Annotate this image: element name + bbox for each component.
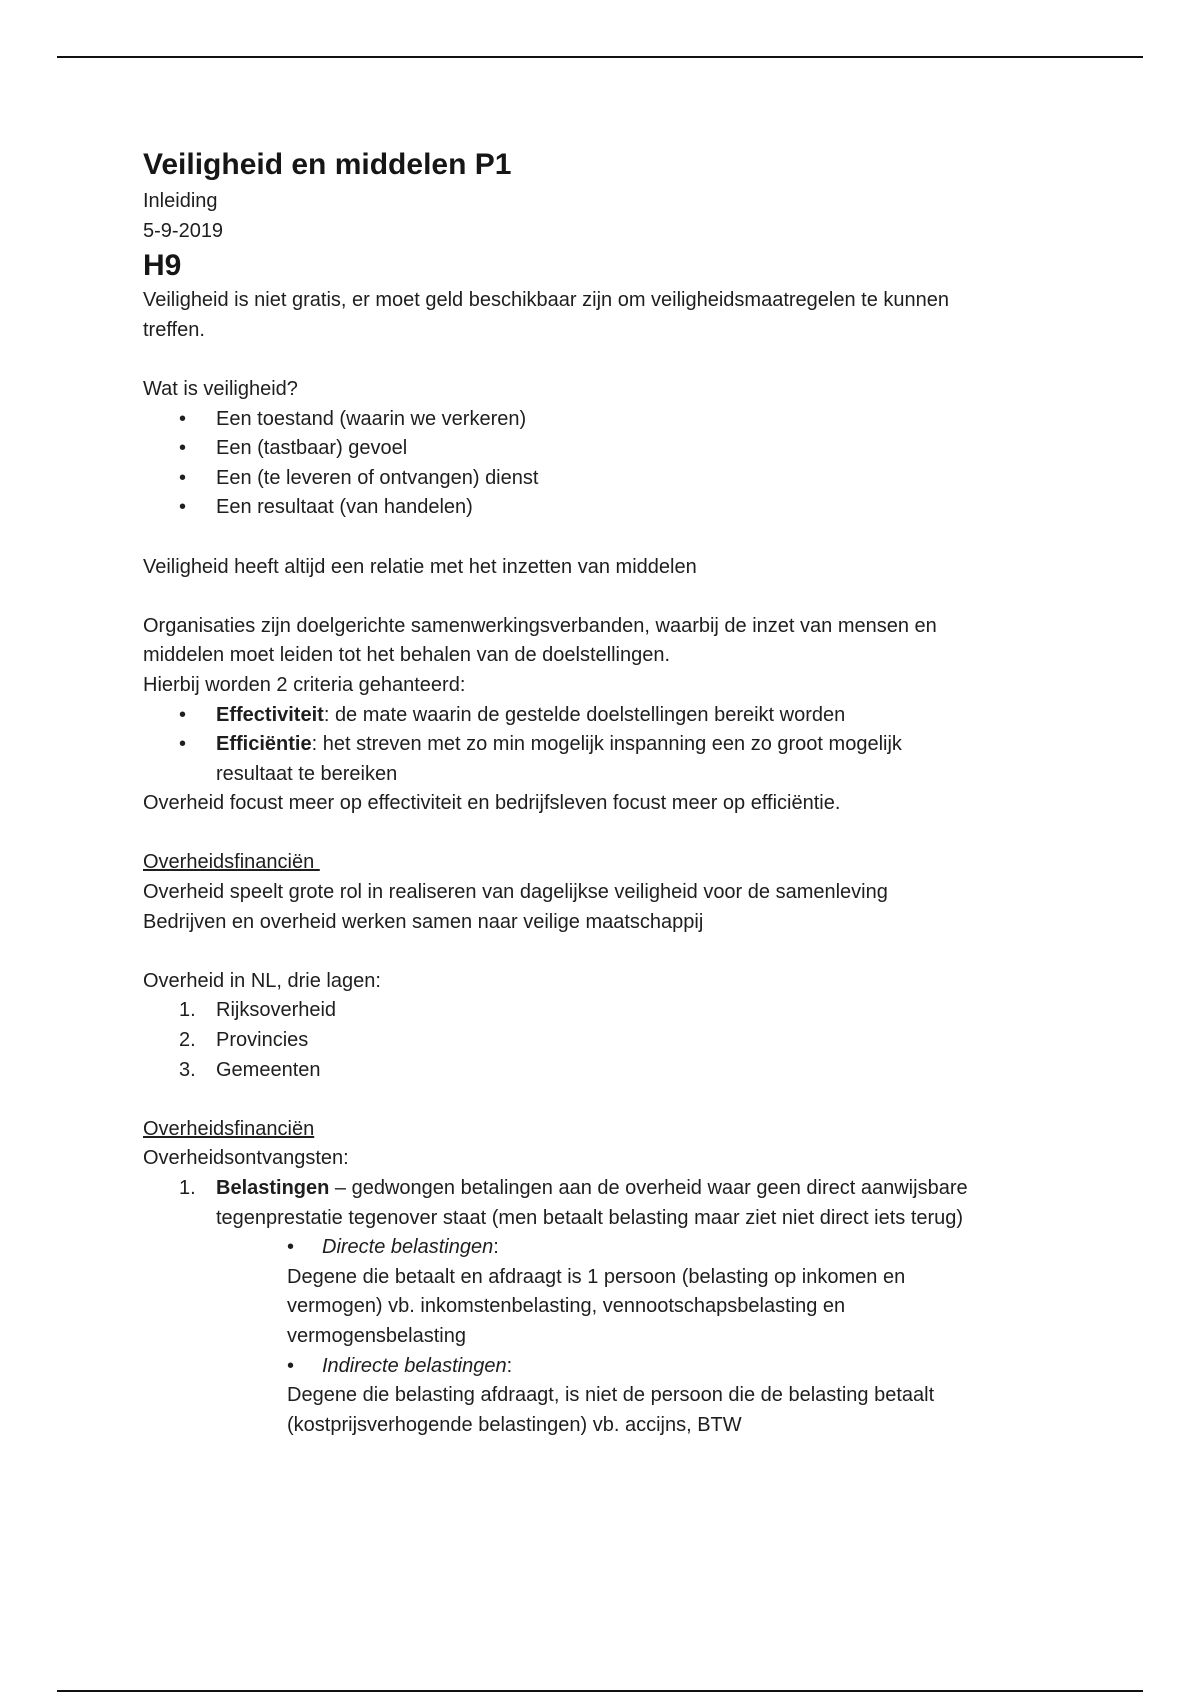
- layers-intro: Overheid in NL, drie lagen:: [143, 969, 381, 992]
- list-item: • Een (te leveren of ontvangen) dienst: [143, 464, 1083, 494]
- subitem-directe-belastingen: • Directe belastingen:: [143, 1233, 1083, 1263]
- section1-line-1: Overheid speelt grote rol in realiseren van dagelijkse veiligheid voor de samenleving: [143, 881, 888, 904]
- top-rule: [57, 56, 1143, 58]
- list-item: • Een toestand (waarin we verkeren): [143, 405, 1083, 435]
- subitem-text: vermogensbelasting: [287, 1324, 466, 1347]
- section1-line-2: Bedrijven en overheid werken samen naar veilige maatschappij: [143, 910, 704, 933]
- relation-line: Veiligheid heeft altijd een relatie met het inzetten van middelen: [143, 555, 697, 578]
- document-date: 5-9-2019: [143, 219, 224, 242]
- list-item: • Een resultaat (van handelen): [143, 493, 1083, 523]
- list-item: 1. Rijksoverheid: [179, 999, 337, 1022]
- intro-line-2: treffen.: [143, 318, 205, 341]
- chapter-heading: H9: [143, 249, 182, 283]
- document-title: Veiligheid en middelen P1: [143, 148, 512, 181]
- intro-line-1: Veiligheid is niet gratis, er moet geld beschikbaar zijn om veiligheidsmaatregelen te kunnen: [143, 289, 950, 312]
- orgs-line-3: Hierbij worden 2 criteria gehanteerd:: [143, 673, 466, 696]
- list-item-effectiviteit: • Effectiviteit: de mate waarin de gestelde doelstellingen bereikt worden: [143, 701, 1083, 731]
- subitem-text: Degene die betaalt en afdraagt is 1 persoon (belasting op inkomen en: [287, 1265, 906, 1288]
- subitem-text: vermogen) vb. inkomstenbelasting, vennootschapsbelasting en: [287, 1295, 846, 1318]
- bullet-icon: [179, 493, 209, 523]
- layers-list: [143, 996, 1083, 1085]
- revenue-list: [143, 1174, 1083, 1233]
- section-heading-1: Overheidsfinanciën: [143, 851, 320, 874]
- bullet-icon: [179, 464, 209, 494]
- bullet-icon: [179, 434, 209, 464]
- section-heading-2: Overheidsfinanciën: [143, 1117, 315, 1140]
- list-item-efficientie: • Efficiëntie: het streven met zo min mogelijk inspanning een zo groot mogelijk resultaat te bereiken: [143, 730, 1083, 789]
- bullet-icon: [179, 701, 209, 731]
- orgs-line-2: middelen moet leiden tot het behalen van de doelstellingen.: [143, 644, 671, 667]
- section2-intro: Overheidsontvangsten:: [143, 1147, 349, 1170]
- bullet-icon: [179, 405, 209, 435]
- list-item: 2. Provincies: [179, 1029, 309, 1052]
- list-item: 3. Gemeenten: [179, 1058, 321, 1081]
- safety-list: [143, 405, 1083, 523]
- subitem-indirecte-belastingen: • Indirecte belastingen:: [143, 1352, 1083, 1382]
- document-body: [143, 143, 1083, 1440]
- bottom-rule: [57, 1690, 1143, 1692]
- focus-line: Overheid focust meer op effectiviteit en bedrijfsleven focust meer op efficiëntie.: [143, 792, 841, 815]
- criteria-list: [143, 701, 1083, 790]
- subitem-text: (kostprijsverhogende belastingen) vb. accijns, BTW: [287, 1413, 742, 1436]
- subtitle: Inleiding: [143, 190, 218, 212]
- question-line: Wat is veiligheid?: [143, 377, 298, 400]
- list-item: • Een (tastbaar) gevoel: [143, 434, 1083, 464]
- list-item-belastingen: 1. Belastingen – gedwongen betalingen aan de overheid waar geen direct aanwijsbare tegenprestatie tegenover staat (men betaalt belasting maar ziet niet direct iets terug): [179, 1177, 968, 1229]
- bullet-icon: [179, 730, 209, 760]
- bullet-icon: [287, 1352, 294, 1382]
- subitem-text: Degene die belasting afdraagt, is niet de persoon die de belasting betaalt: [287, 1384, 935, 1407]
- orgs-line-1: Organisaties zijn doelgerichte samenwerkingsverbanden, waarbij de inzet van mensen en: [143, 614, 937, 637]
- bullet-icon: [287, 1233, 294, 1263]
